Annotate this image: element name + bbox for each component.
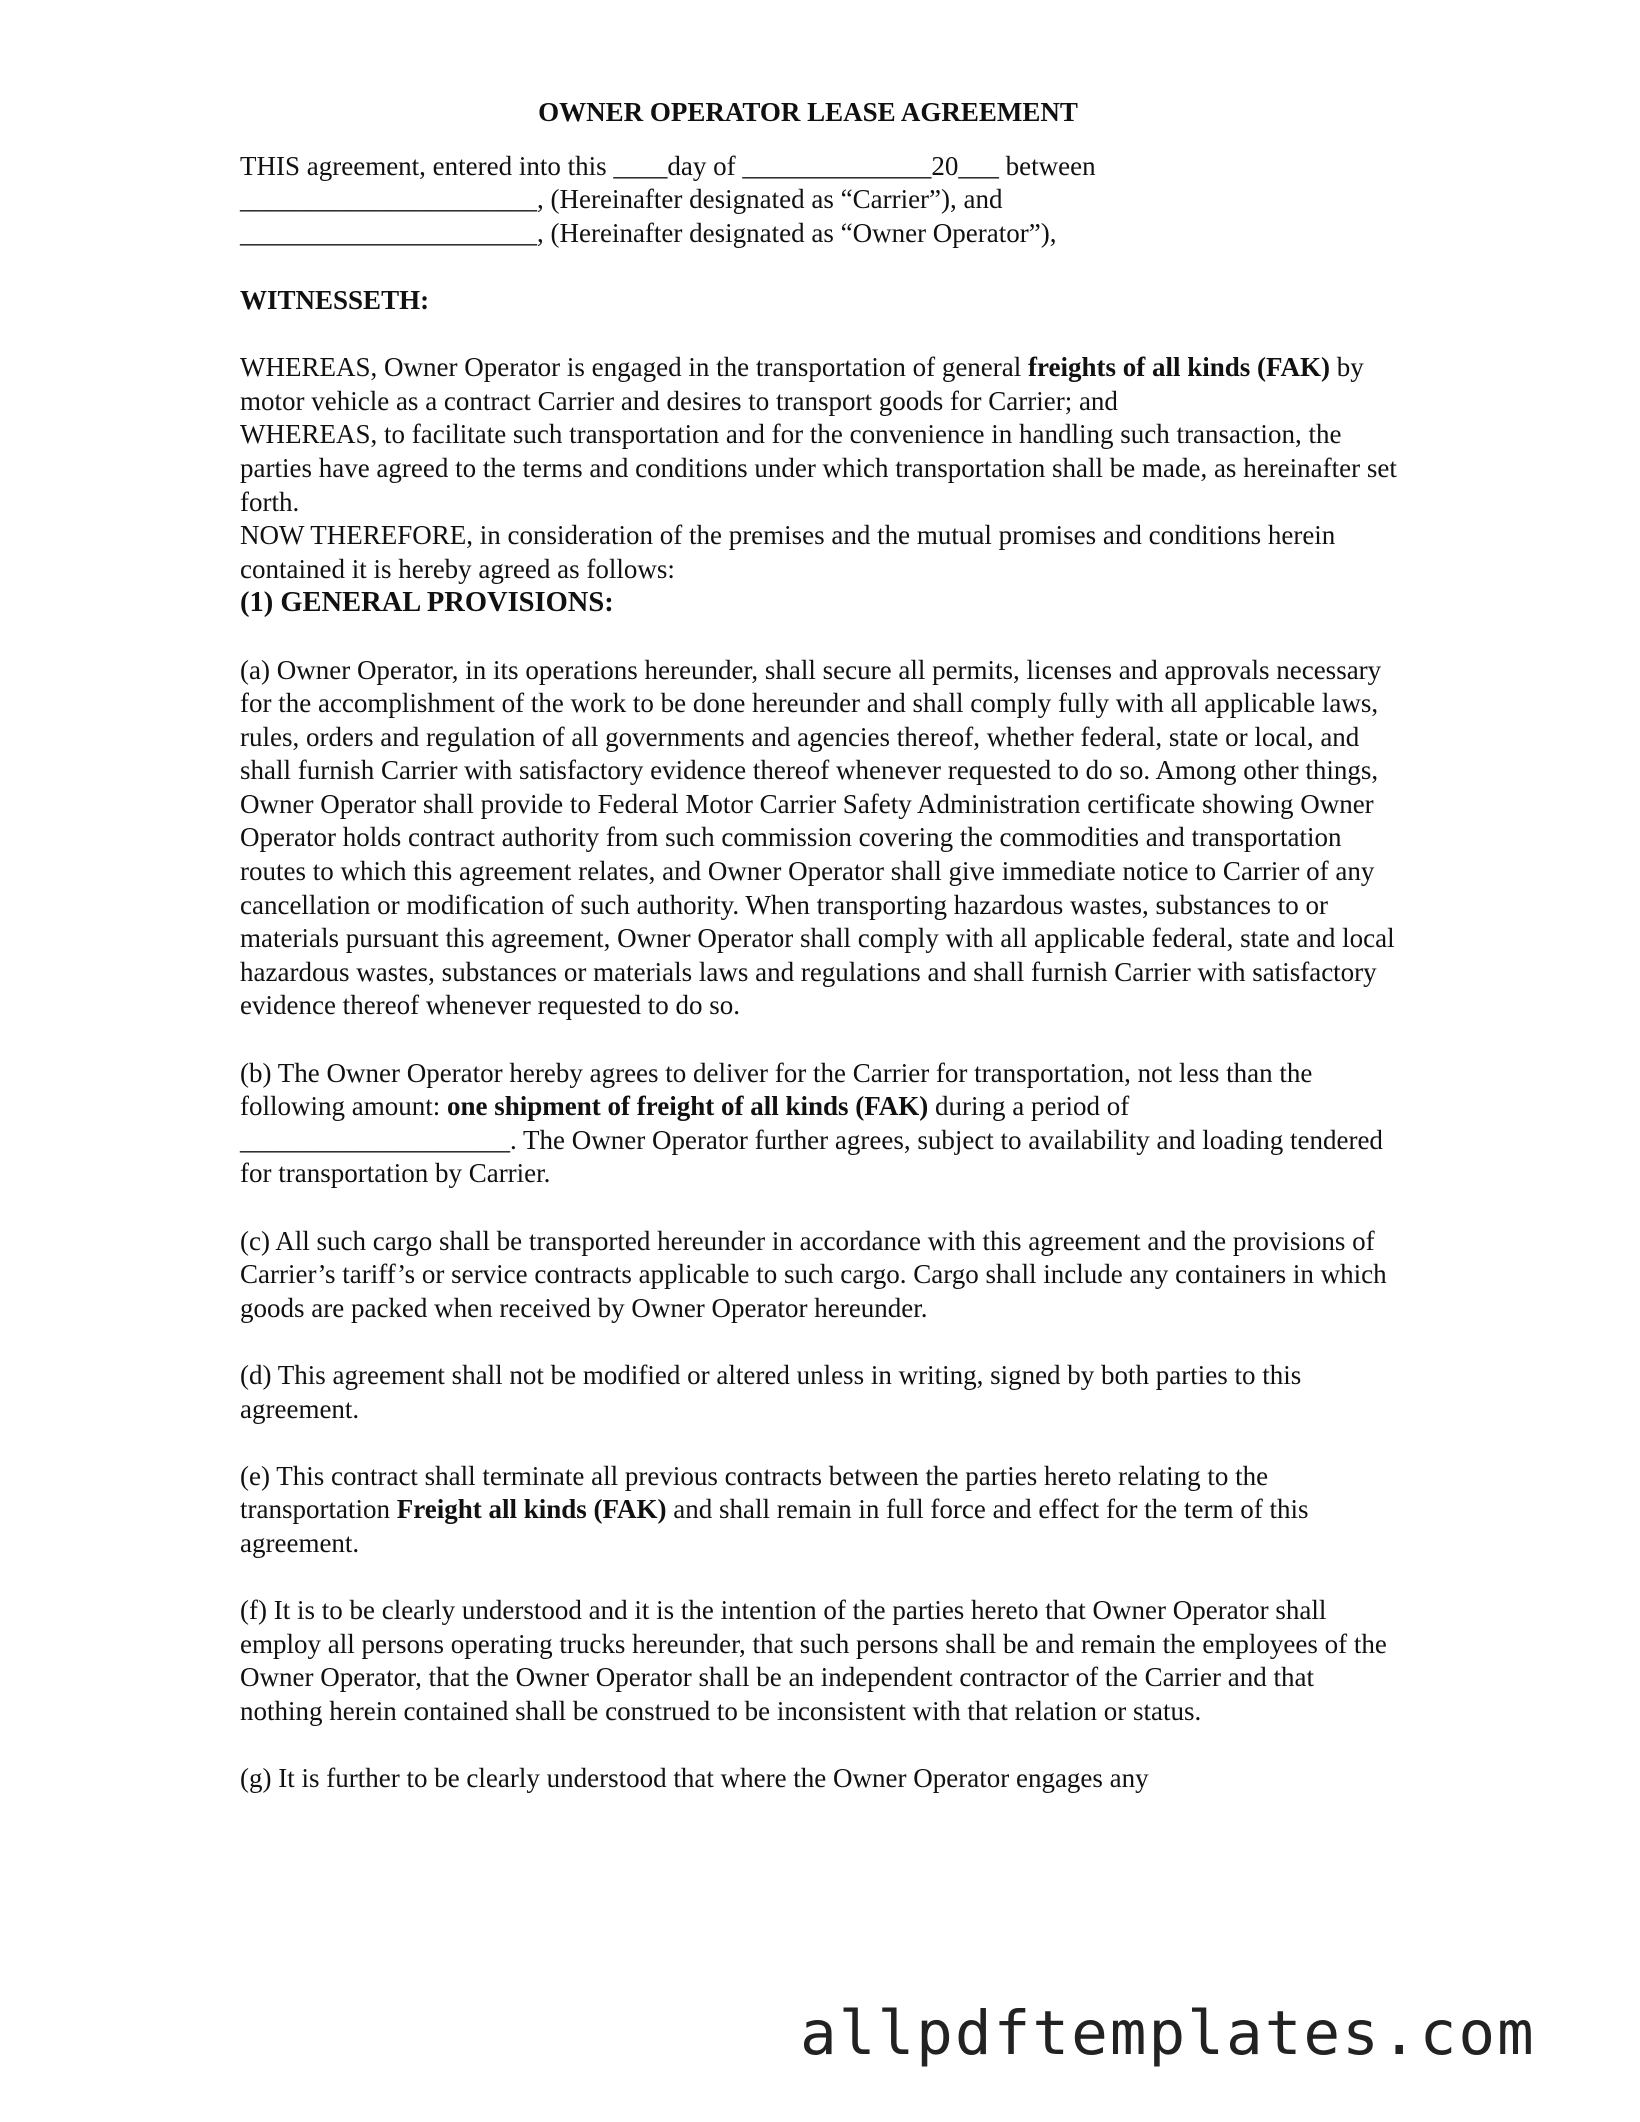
document-title: OWNER OPERATOR LEASE AGREEMENT xyxy=(538,97,1078,127)
clause-g: (g) It is further to be clearly understood that where the Owner Operator engages any xyxy=(240,1763,1149,1794)
whereas-paragraph-2: WHEREAS, to facilitate such transportation and for the convenience in handling such transaction, the parties have agreed to the terms and conditions under which transportation shall be made, as hereinafter set forth. xyxy=(240,419,1397,517)
intro-block xyxy=(240,150,1400,251)
clause-c: (c) All such cargo shall be transported hereunder in accordance with this agreement and the provisions of Carrier’s tariff’s or service contracts applicable to such cargo. Cargo shall include any containers in which goods are packed when received by Owner Operator hereunder. xyxy=(240,1225,1387,1323)
clause-b-bold-term: one shipment of freight of all kinds (FAK) xyxy=(446,1091,929,1122)
now-therefore-paragraph: NOW THEREFORE, in consideration of the premises and the mutual promises and conditions herein contained it is hereby agreed as follows: xyxy=(240,520,1336,584)
document-page xyxy=(240,96,1400,1796)
clause-e: (e) This contract shall terminate all previous contracts between the parties hereto relating to the transportation Freight all kinds (FAK) and shall remain in full force and effect for the term of this agreement. xyxy=(240,1460,1309,1558)
watermark-text: allpdftemplates.com xyxy=(800,1998,1536,2069)
intro-line-owner-operator: ______________________, (Hereinafter designated as “Owner Operator”), xyxy=(240,217,1057,248)
intro-line-date: THIS agreement, entered into this ____day of ______________20___ between xyxy=(240,150,1096,181)
clause-b: (b) The Owner Operator hereby agrees to deliver for the Carrier for transportation, not less than the following amount: one shipment of freight of all kinds (FAK) during a period of ____________________. The Owner Operator further agrees, subject to availability and loading tendered for transportation by Carrier. xyxy=(240,1057,1383,1189)
clause-e-bold-term: Freight all kinds (FAK) xyxy=(396,1494,667,1525)
intro-line-carrier: ______________________, (Hereinafter designated as “Carrier”), and xyxy=(240,184,1003,215)
whereas-paragraph-1: WHEREAS, Owner Operator is engaged in the transportation of general freights of all kinds (FAK) by motor vehicle as a contract Carrier and desires to transport goods for Carrier; and xyxy=(240,352,1364,416)
witnesseth-heading: WITNESSETH: xyxy=(240,284,430,315)
clause-d: (d) This agreement shall not be modified or altered unless in writing, signed by both parties to this agreement. xyxy=(240,1359,1302,1424)
clause-f: (f) It is to be clearly understood and it is the intention of the parties hereto that Owner Operator shall employ all persons operating trucks hereunder, that such persons shall be and remain the employees of the Owner Operator, that the Owner Operator shall be an independent contractor of the Carrier and that nothing herein contained shall be construed to be inconsistent with that relation or status. xyxy=(240,1595,1387,1726)
fak-bold-term: freights of all kinds (FAK) xyxy=(1028,352,1331,383)
general-provisions-heading: (1) GENERAL PROVISIONS: xyxy=(240,587,614,619)
clause-a: (a) Owner Operator, in its operations hereunder, shall secure all permits, licenses and approvals necessary for the accomplishment of the work to be done hereunder and shall comply fully with all applicable laws, rules, orders and regulation of all governments and agencies thereof, whether federal, state or local, and shall furnish Carrier with satisfactory evidence thereof whenever requested to do so. Among other things, Owner Operator shall provide to Federal Motor Carrier Safety Administration certificate showing Owner Operator holds contract authority from such commission covering the commodities and transportation routes to which this agreement relates, and Owner Operator shall give immediate notice to Carrier of any cancellation or modification of such authority. When transporting hazardous wastes, substances to or materials pursuant this agreement, Owner Operator shall comply with all applicable federal, state and local hazardous wastes, substances or materials laws and regulations and shall furnish Carrier with satisfactory evidence thereof whenever requested to do so. xyxy=(240,654,1395,1021)
